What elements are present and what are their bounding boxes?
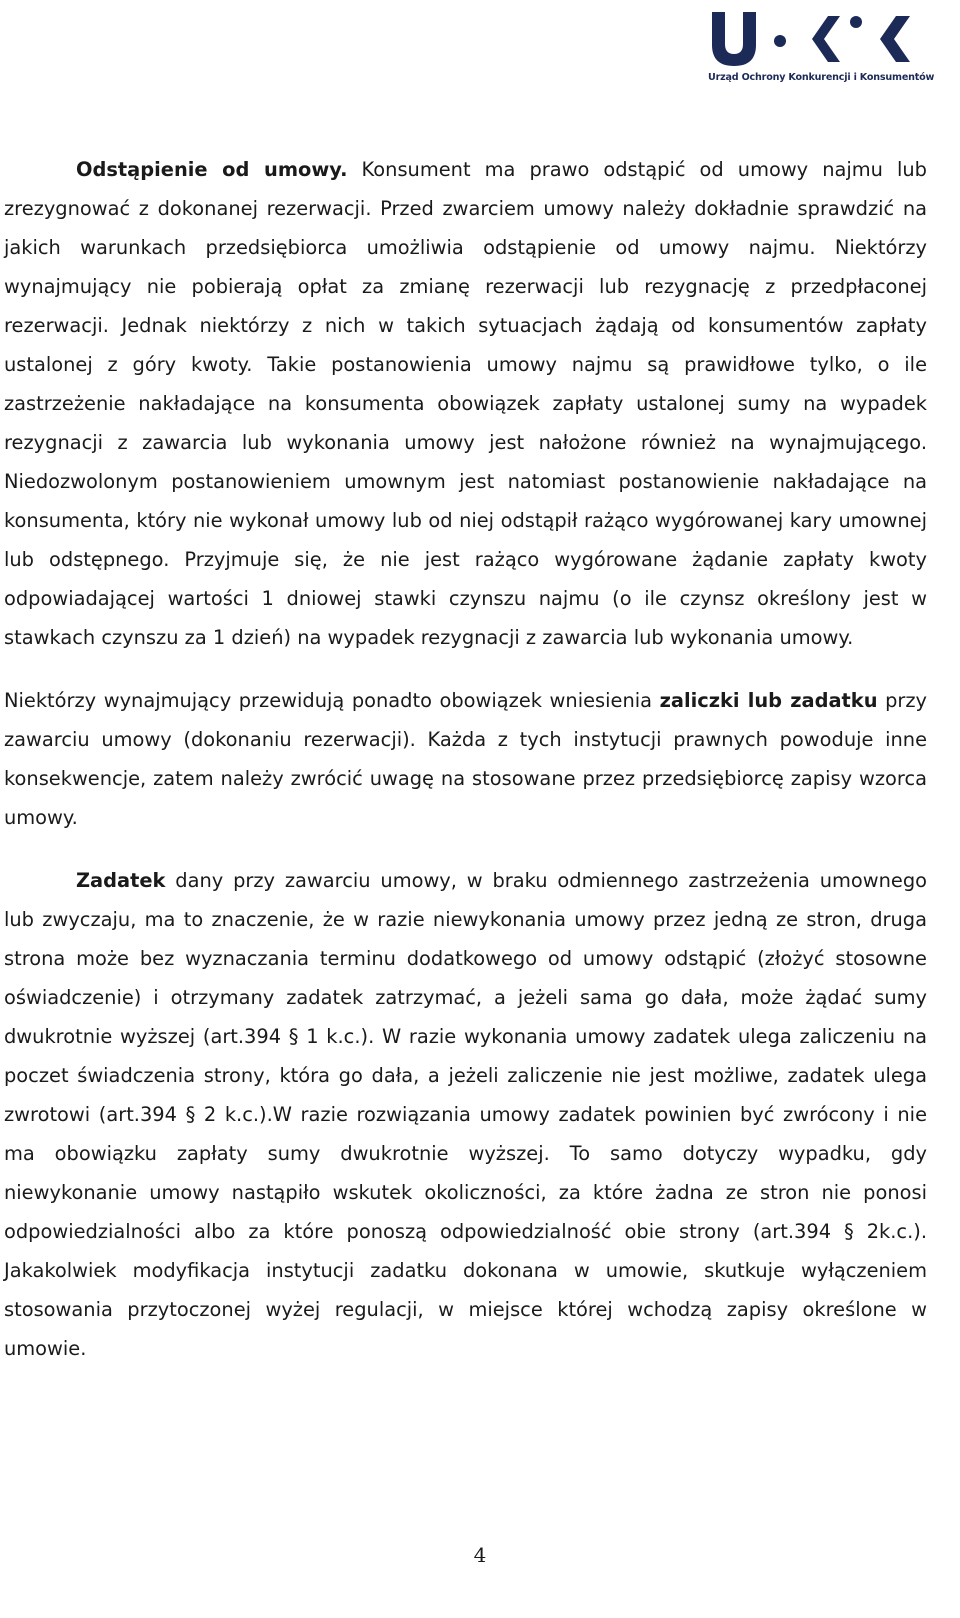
paragraph-lead-heading: Odstąpienie od umowy. xyxy=(76,158,348,181)
paragraph-lead-heading: Zadatek xyxy=(76,869,166,892)
logo-caption: Urząd Ochrony Konkurencji i Konsumentów xyxy=(708,72,935,83)
paragraph-zaliczka xyxy=(4,681,927,837)
paragraph-odstapienie xyxy=(4,150,927,657)
paragraph-bold-phrase: zaliczki lub zadatku xyxy=(659,689,878,712)
uokik-logo xyxy=(708,8,935,90)
paragraph-text-before: Niektórzy wynajmujący przewidują ponadto obowiązek wniesienia xyxy=(4,689,660,712)
paragraph-text: dany przy zawarciu umowy, w braku odmiennego zastrzeżenia umownego lub zwyczaju, ma to znaczenie, że w razie niewykonania umowy przez jedną ze stron, druga strona może bez wyznaczania terminu dodatkowego od umowy odstąpić (złożyć stosowne oświadczenie) i otrzymany zadatek zatrzymać, a jeżeli sama go dała, może żądać sumy dwukrotnie wyższej (art.394 § 1 k.c.). W razie wykonania umowy zadatek ulega zaliczeniu na poczet świadczenia strony, która go dała, a jeżeli zaliczenie nie jest możliwe, zadatek ulega zwrotowi (art.394 § 2 k.c.).W razie rozwiązania umowy zadatek powinien być zwrócony i nie ma obowiązku zapłaty sumy dwukrotnie wyższej. To samo dotyczy wypadku, gdy niewykonanie umowy nastąpiło wskutek okoliczności, za które żadna ze stron nie ponosi odpowiedzialności albo za które ponoszą odpowiedzialność obie strony (art.394 § 2k.c.). Jakakolwiek modyfikacja instytucji zadatku dokonana w umowie, skutkuje wyłączeniem stosowania przytoczonej wyżej regulacji, w miejsce której wchodzą zapisy określone w umowie. xyxy=(4,869,927,1360)
document-body xyxy=(4,150,927,1368)
paragraph-text-after: przy zawarciu umowy (dokonaniu rezerwacji). Każda z tych instytucji prawnych powoduje inne konsekwencje, zatem należy zwrócić uwagę na stosowane przez przedsiębiorcę zapisy wzorca umowy. xyxy=(4,689,928,829)
paragraph-text: Konsument ma prawo odstąpić od umowy najmu lub zrezygnować z dokonanej rezerwacji. Przed zwarciem umowy należy dokładnie sprawdzić na jakich warunkach przedsiębiorca umożliwia odstąpienie od umowy najmu. Niektórzy wynajmujący nie pobierają opłat za zmianę rezerwacji lub rezygnację z przedpłaconej rezerwacji. Jednak niektórzy z nich w takich sytuacjach żądają od konsumentów zapłaty ustalonej z góry kwoty. Takie postanowienia umowy najmu są prawidłowe tylko, o ile zastrzeżenie nakładające na konsumenta obowiązek zapłaty ustalonej sumy na wypadek rezygnacji z zawarcia lub wykonania umowy jest nałożone również na wynajmującego. Niedozwolonym postanowieniem umownym jest natomiast postanowienie nakładające na konsumenta, który nie wykonał umowy lub od niej odstąpił rażąco wygórowanej kary umownej lub odstępnego. Przyjmuje się, że nie jest rażąco wygórowane żądanie zapłaty kwoty odpowiadającej wartości 1 dniowej stawki czynszu najmu (o ile czynsz określony jest w stawkach czynszu za 1 dzień) na wypadek rezygnacji z zawarcia lub wykonania umowy. xyxy=(4,158,927,649)
paragraph-zadatek xyxy=(4,861,927,1368)
page-number: 4 xyxy=(473,1543,487,1567)
uokik-logo-icon xyxy=(708,8,924,70)
